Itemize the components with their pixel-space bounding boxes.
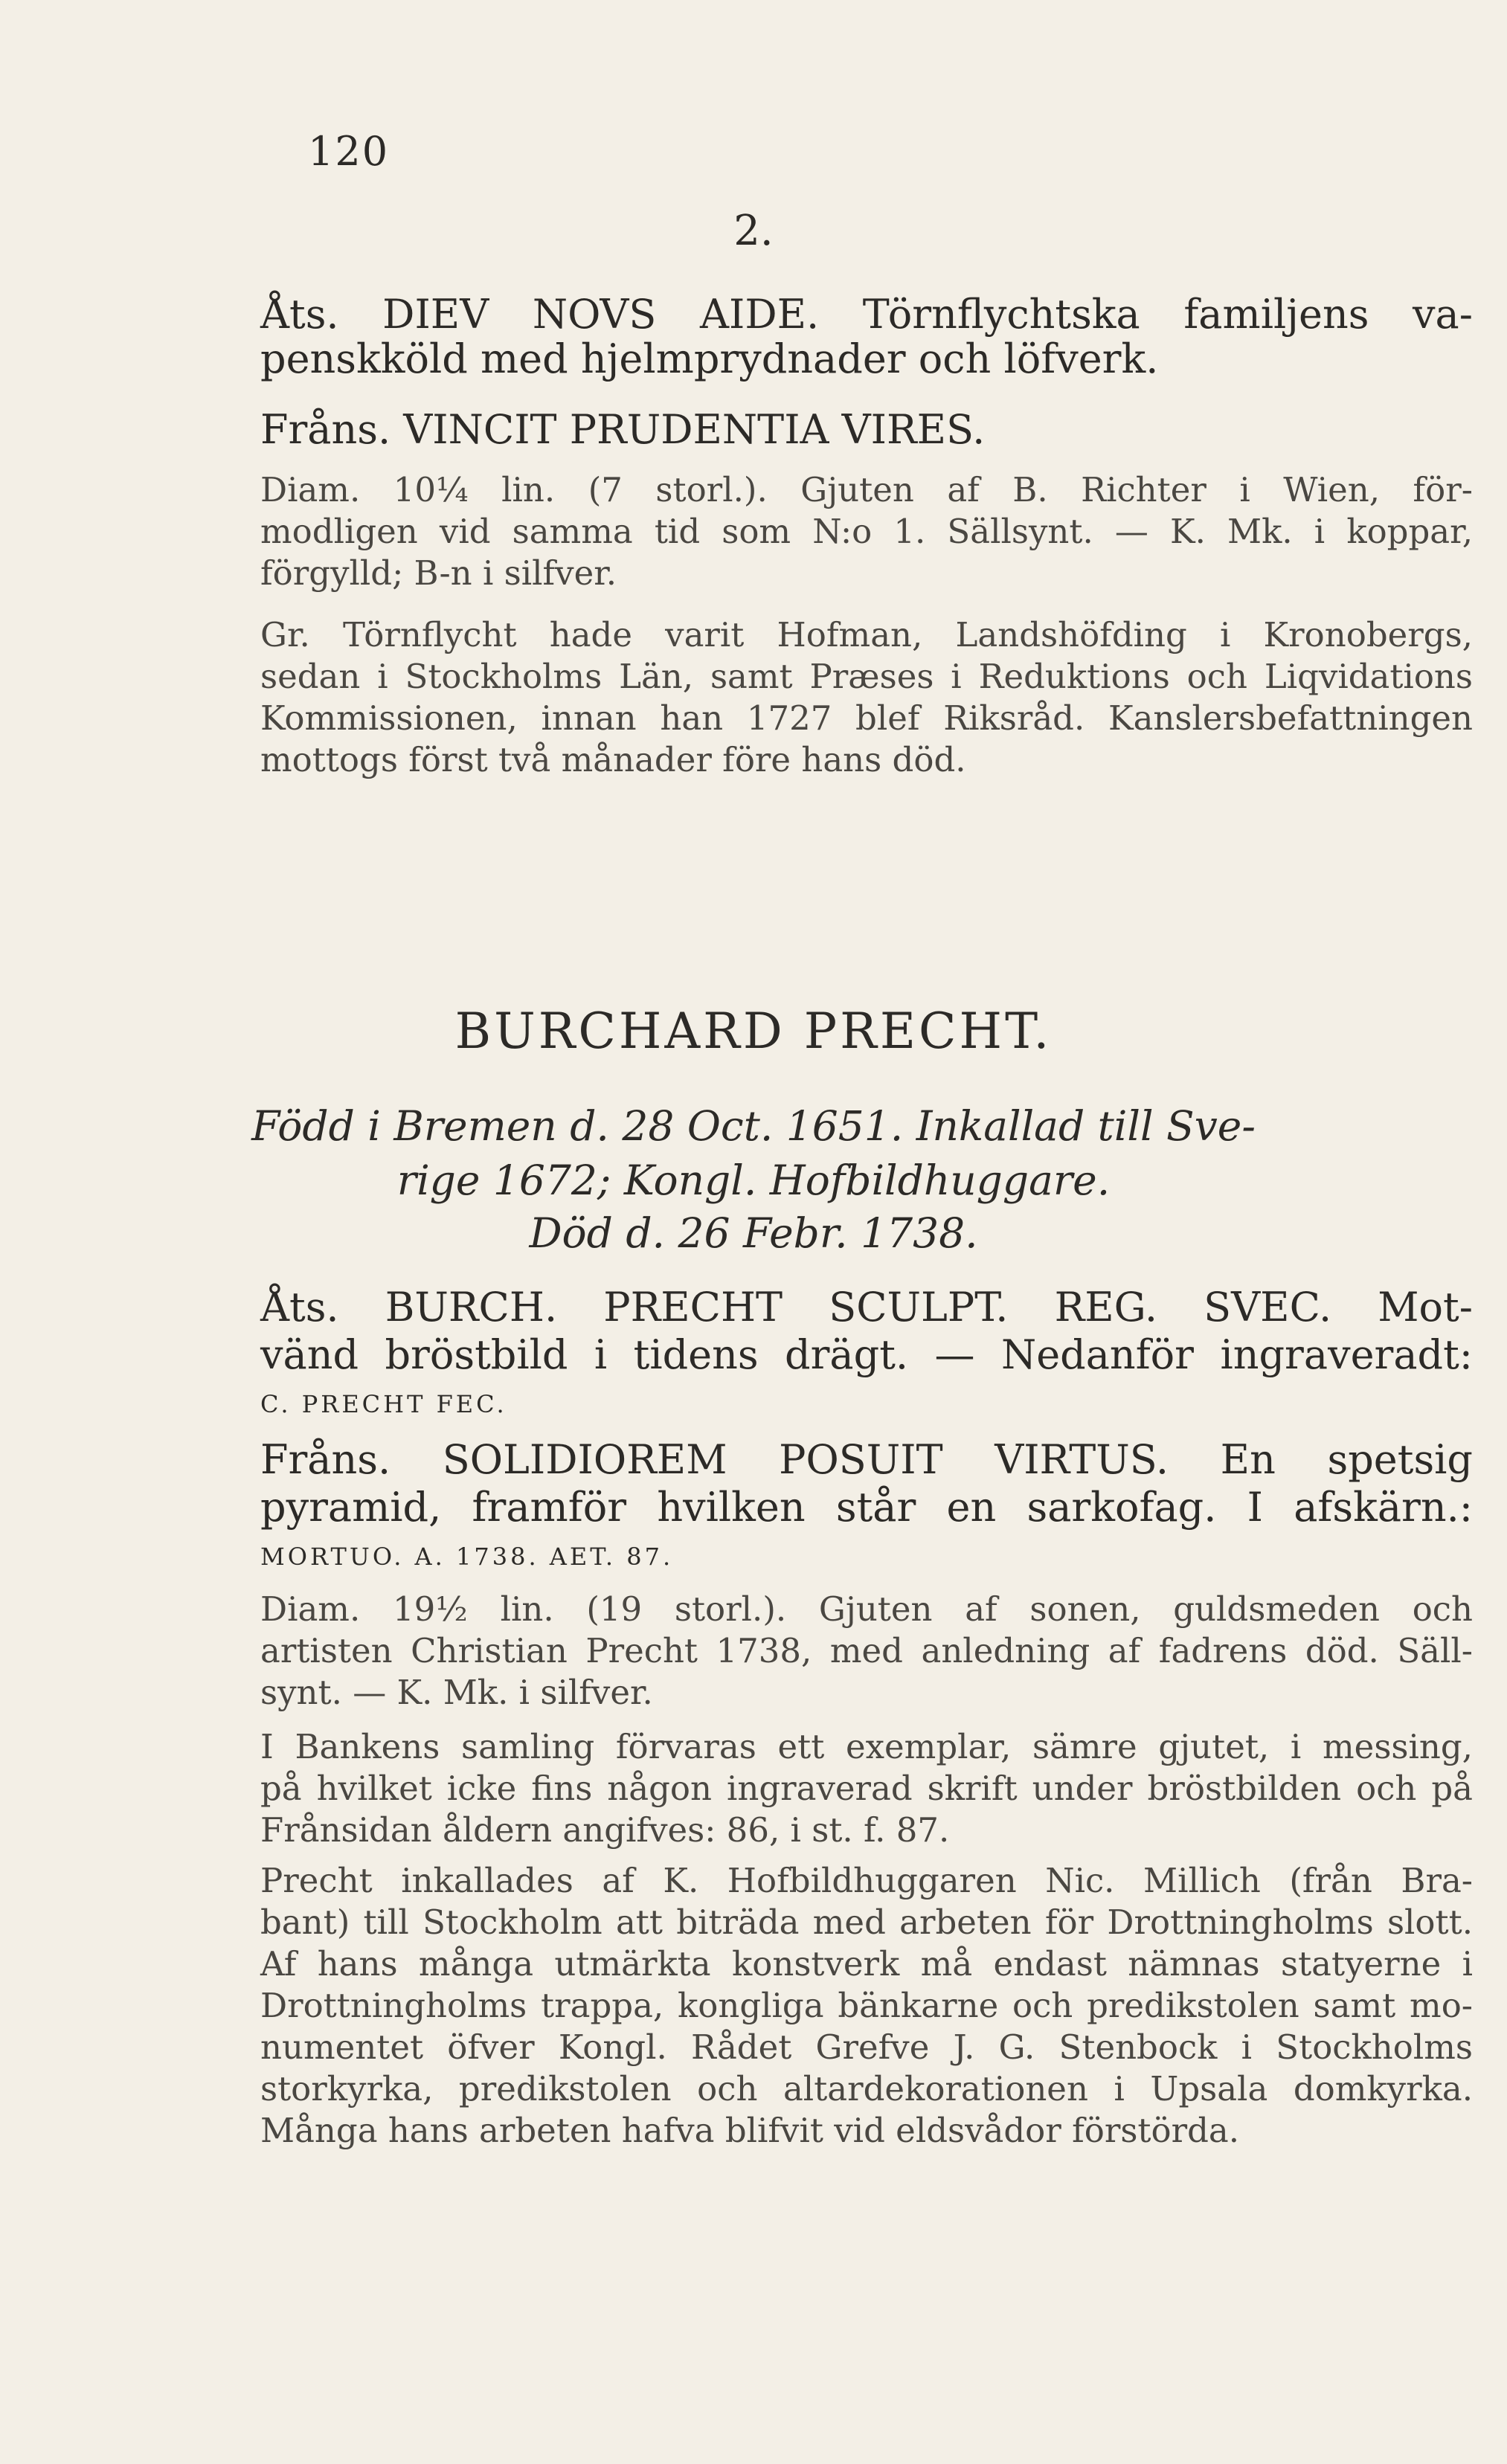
- entry2-obverse-line: Åts. BURCH. PRECHT SCULPT. REG. SVEC. Mot-: [260, 1284, 1473, 1331]
- entry1-diam-line: Diam. 10¼ lin. (7 storl.). Gjuten af B. Richter i Wien, för-: [260, 470, 1473, 509]
- entry2-diam-line: synt. — K. Mk. i silfver.: [260, 1673, 653, 1712]
- entry2-precht-line: bant) till Stockholm att biträda med arbeten för Drottningholms slott.: [260, 1902, 1473, 1942]
- entry2-precht-line: Drottningholms trappa, kongliga bänkarne och predikstolen samt mo-: [260, 1986, 1473, 2025]
- page-number: 120: [308, 128, 390, 175]
- entry1-note-line: mottogs först två månader före hans död.: [260, 740, 966, 779]
- entry1-obverse: [260, 291, 1473, 382]
- entry2-bank-line: I Bankens samling förvaras ett exemplar, sämre gjutet, i messing,: [260, 1727, 1473, 1766]
- entry2-precht-line: Många hans arbeten hafva blifvit vid eldsvådor förstörda.: [260, 2111, 1240, 2150]
- section-heading: BURCHARD PRECHT.: [454, 1003, 1053, 1060]
- entry1-diam-line: modligen vid samma tid som N:o 1. Sällsynt. — K. Mk. i koppar,: [260, 512, 1473, 551]
- entry2-diameter: [260, 1589, 1473, 1712]
- entry2-precht-line: numentet öfver Kongl. Rådet Grefve J. G. Stenbock i Stockholms: [260, 2027, 1473, 2067]
- entry2-precht-line: Precht inkallades af K. Hofbildhuggaren Nic. Millich (från Bra-: [260, 1861, 1473, 1900]
- entry2-reverse-line: Fråns. SOLIDIOREM POSUIT VIRTUS. En spetsig: [260, 1436, 1473, 1483]
- entry1-diameter: [260, 472, 1473, 591]
- entry1-note-line: Kommissionen, innan han 1727 blef Riksråd. Kanslersbefattningen: [260, 698, 1473, 738]
- entry2-precht-line: Af hans många utmärkta konstverk må endast nämnas statyerne i: [260, 1944, 1473, 1984]
- entry2-bank-line: Frånsidan åldern angifves: 86, i st. f. 87.: [260, 1810, 950, 1850]
- entry2-inscription: C. PRECHT FEC.: [260, 1390, 507, 1418]
- entry2-reverse: [260, 1436, 1473, 1577]
- entry2-bank-line: på hvilket icke fins någon ingraverad skrift under bröstbilden och på: [260, 1769, 1473, 1808]
- entry1-reverse-line: Fråns. VINCIT PRUDENTIA VIRES.: [260, 406, 986, 453]
- bio-line: Död d. 26 Febr. 1738.: [529, 1209, 978, 1257]
- entry2-bank-note: [260, 1729, 1473, 1848]
- entry1-note-line: Gr. Törnflycht hade varit Hofman, Landshöfding i Kronobergs,: [260, 615, 1473, 654]
- entry2-precht-line: storkyrka, predikstolen och altardekorationen i Upsala domkyrka.: [260, 2069, 1473, 2108]
- entry1-note-line: sedan i Stockholms Län, samt Præses i Reduktions och Liqvidations: [260, 657, 1473, 696]
- bio-line: rige 1672; Kongl. Hofbildhuggare.: [396, 1157, 1111, 1204]
- entry2-exergue: MORTUO. A. 1738. AET. 87.: [260, 1543, 674, 1571]
- entry2-precht-note: [260, 1863, 1473, 2149]
- entry2-obverse: [260, 1284, 1473, 1425]
- entry2-diam-line: artisten Christian Precht 1738, med anledning af fadrens död. Säll-: [260, 1631, 1473, 1670]
- entry1-diam-line: förgylld; B-n i silfver.: [260, 553, 617, 593]
- entry1-obverse-line: Åts. DIEV NOVS AIDE. Törnflychtska familjens va-: [260, 291, 1473, 338]
- section-number: 2.: [733, 207, 774, 255]
- bio-line: Född i Bremen d. 28 Oct. 1651. Inkallad till Sve-: [251, 1102, 1256, 1150]
- entry2-diam-line: Diam. 19½ lin. (19 storl.). Gjuten af sonen, guldsmeden och: [260, 1589, 1473, 1629]
- entry1-note: [260, 617, 1473, 778]
- entry1-reverse: [260, 406, 1473, 453]
- entry2-obverse-line: vänd bröstbild i tidens drägt. — Nedanför ingraveradt:: [260, 1331, 1473, 1378]
- entry2-reverse-line: pyramid, framför hvilken står en sarkofag. I afskärn.:: [260, 1484, 1473, 1531]
- entry1-obverse-line: penskköld med hjelmprydnader och löfverk.: [260, 335, 1159, 382]
